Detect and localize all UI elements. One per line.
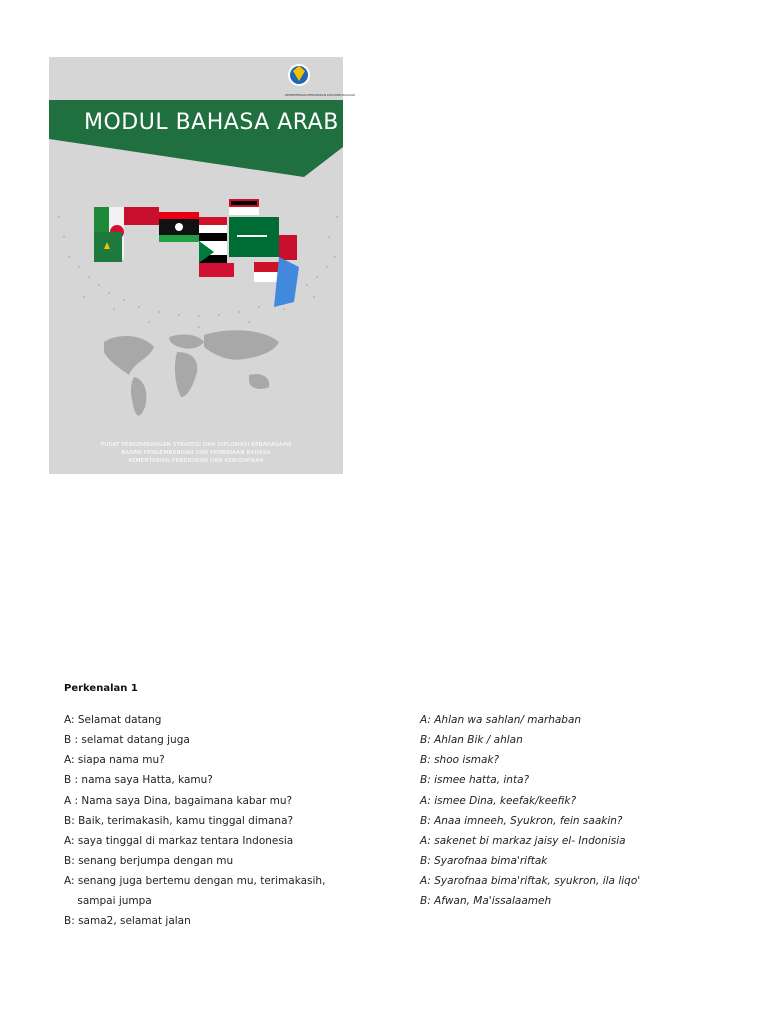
cover-footer-line-2: BADAN PENGEMBANGAN DAN PEMBINAAN BAHASA: [121, 450, 271, 456]
arabic-line: B: Anaa imneeh, Syukron, fein saakin?: [420, 815, 623, 827]
indonesian-line: A : Nama saya Dina, bagaimana kabar mu?: [64, 795, 293, 807]
indonesian-line: B : selamat datang juga: [64, 734, 190, 746]
cover-footer-line-3: KEMENTERIAN PENDIDIKAN DAN KEBUDAYAAN: [128, 458, 264, 464]
arabic-line: B: Ahlan Bik / ahlan: [420, 734, 523, 746]
book-cover: [49, 57, 355, 474]
arabic-line: A: ismee Dina, keefak/keefik?: [420, 795, 577, 807]
arabic-line: B: Syarofnaa bima'riftak: [420, 855, 548, 867]
indonesian-line: A: saya tinggal di markaz tentara Indonesia: [64, 835, 294, 847]
tut-wuri-handayani-logo-icon: [288, 64, 310, 86]
section-heading: Perkenalan 1: [64, 683, 138, 694]
indonesian-line: sampai jumpa: [64, 895, 152, 907]
indonesian-line: A: senang juga bertemu dengan mu, terimakasih,: [64, 875, 326, 887]
ministry-small-label: KEMENTERIAN PENDIDIKAN DAN KEBUDAYAAN: [285, 93, 355, 97]
arabic-line: A: Syarofnaa bima'riftak, syukron, ila liqo': [420, 875, 641, 887]
cover-title: MODUL BAHASA ARAB: [84, 110, 339, 135]
arabic-line: A: sakenet bi markaz jaisy el- Indonisia: [420, 835, 626, 847]
cover-footer-line-1: PUSAT PENGEMBANGAN STRATEGI DAN DIPLOMASI KEBAHASAAN: [100, 442, 292, 448]
world-map-icon: [104, 330, 279, 415]
arabic-line: A: Ahlan wa sahlan/ marhaban: [420, 714, 582, 726]
indonesian-line: B: sama2, selamat jalan: [64, 915, 191, 927]
indonesian-line: B: senang berjumpa dengan mu: [64, 855, 234, 867]
arabic-line: B: ismee hatta, inta?: [420, 774, 530, 786]
indonesian-line: B: Baik, terimakasih, kamu tinggal dimana?: [64, 815, 294, 827]
arabic-line: B: Afwan, Ma'issalaameh: [420, 895, 552, 907]
indonesian-line: A: siapa nama mu?: [64, 754, 165, 766]
arab-world-flags-map-icon: [94, 199, 299, 307]
indonesian-line: A: Selamat datang: [64, 714, 162, 726]
indonesian-line: B : nama saya Hatta, kamu?: [64, 774, 213, 786]
arabic-line: B: shoo ismak?: [420, 754, 500, 766]
